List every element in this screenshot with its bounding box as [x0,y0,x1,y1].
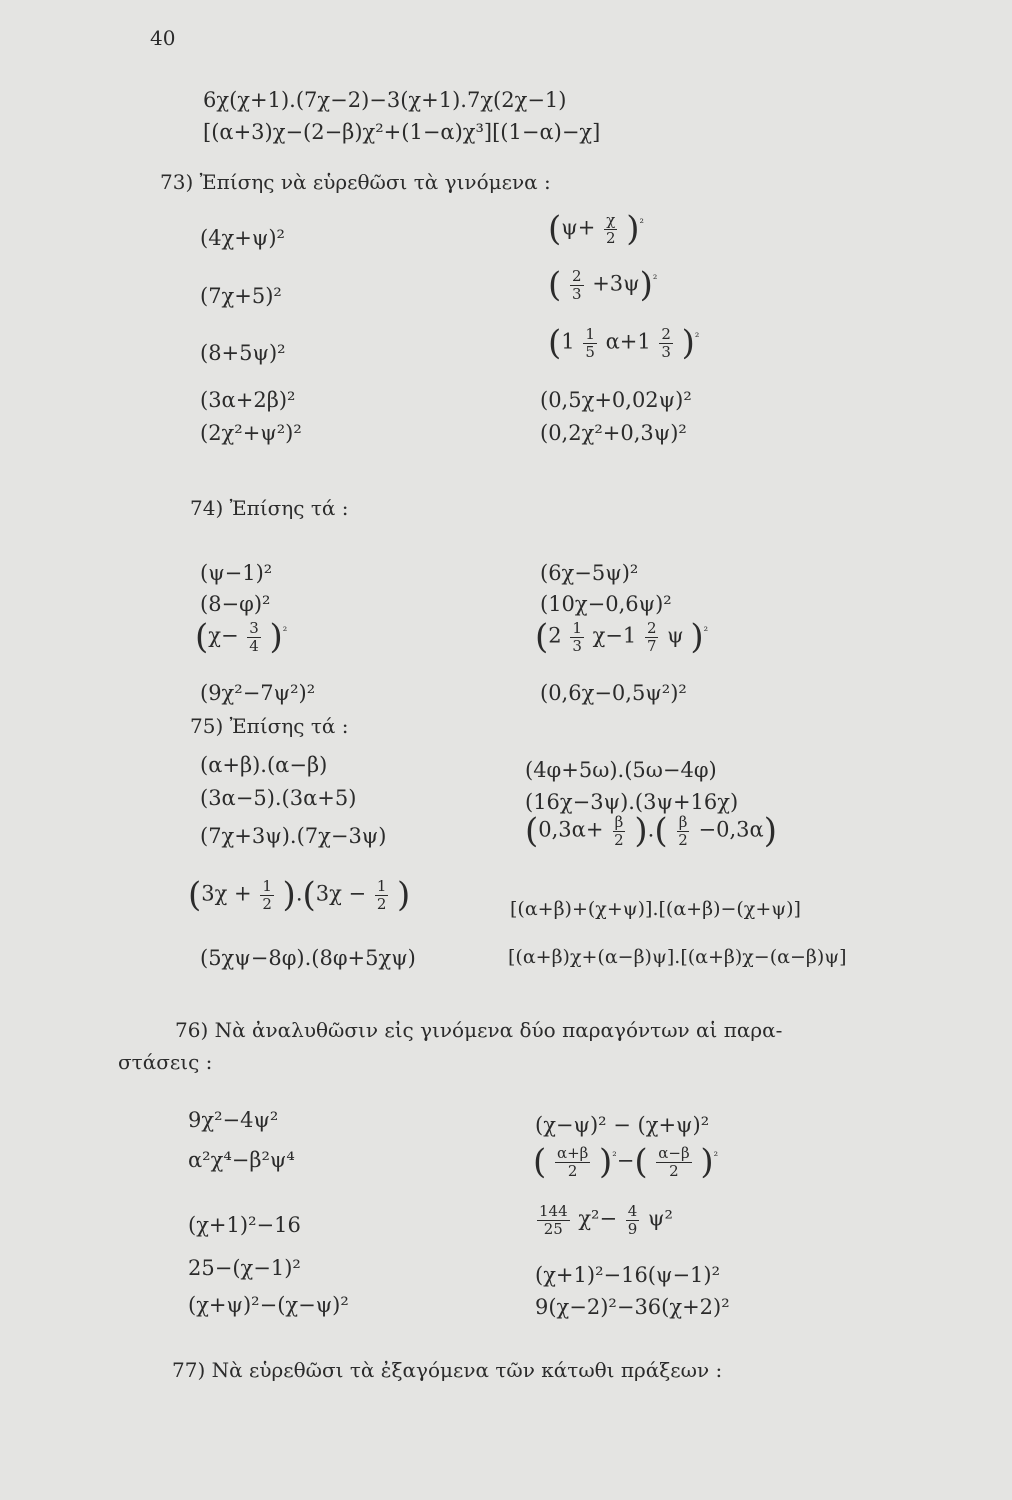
expression: [(α+β)+(χ+ψ)].[(α+β)−(χ+ψ)] [510,898,801,920]
expression: (ψ−1)² [200,561,273,585]
expression: (6χ−5ψ)² [540,561,639,585]
expression: (7χ+3ψ).(7χ−3ψ) [200,824,387,848]
expression-line: [(α+3)χ−(2−β)χ²+(1−α)χ³][(1−α)−χ] [203,120,601,144]
expression: 9χ²−4ψ² [188,1108,279,1132]
expression: (2χ²+ψ²)² [200,421,302,445]
expression-fraction: $\frac{144}{25}$ χ²− $\frac{4}{9}$ ψ² [539,1202,673,1238]
exercise-76-heading-cont: στάσεις : [118,1050,213,1074]
expression: (5χψ−8φ).(8φ+5χψ) [200,946,416,970]
exercise-73-heading: 73) Ἐπίσης νὰ εὑρεθῶσι τὰ γινόμενα : [160,170,551,194]
expression: (0,5χ+0,02ψ)² [540,388,692,412]
expression-fraction: (χ− $\frac{3}{4}$ )$^{^2}$ [195,617,288,657]
expression: (7χ+5)² [200,284,282,308]
expression-line: 6χ(χ+1).(7χ−2)−3(χ+1).7χ(2χ−1) [203,88,567,112]
expression: (0,2χ²+0,3ψ)² [540,421,687,445]
expression: (χ−ψ)² − (χ+ψ)² [535,1113,710,1137]
expression: (4φ+5ω).(5ω−4φ) [525,758,717,782]
expression: (8−φ)² [200,592,271,616]
expression: (3α−5).(3α+5) [200,786,357,810]
expression-fraction: (3χ + $\frac{1}{2}$ ).(3χ − $\frac{1}{2}$ ) [188,875,411,915]
expression-fraction: (1 $\frac{1}{5}$ α+1 $\frac{2}{3}$ )$^{^2}$ [548,323,700,363]
expression: (4χ+ψ)² [200,226,285,250]
exercise-76-heading: 76) Νὰ ἀναλυθῶσιν εἰς γινόμενα δύο παραγόντων αἱ παρα- [175,1018,783,1042]
expression: (8+5ψ)² [200,341,286,365]
expression-fraction: ( $\frac{2}{3}$ +3ψ)$^{^2}$ [548,265,658,305]
expression: α²χ⁴−β²ψ⁴ [188,1148,295,1172]
expression: 25−(χ−1)² [188,1256,301,1280]
expression: (10χ−0,6ψ)² [540,592,672,616]
expression: (3α+2β)² [200,388,296,412]
expression: 9(χ−2)²−36(χ+2)² [535,1295,730,1319]
expression: (χ+ψ)²−(χ−ψ)² [188,1293,349,1317]
exercise-74-heading: 74) Ἐπίσης τά : [190,496,349,520]
expression: (χ+1)²−16 [188,1213,301,1237]
expression: (16χ−3ψ).(3ψ+16χ) [525,790,739,814]
expression-fraction: (2 $\frac{1}{3}$ χ−1 $\frac{2}{7}$ ψ )$^{^2}$ [535,617,709,657]
exercise-75-heading: 75) Ἐπίσης τά : [190,714,349,738]
expression-fraction: (0,3α+ $\frac{\beta}{2}$ ).( $\frac{\beta}{2}$ −0,3α) [525,811,777,851]
expression-fraction: ( $\frac{\alpha+\beta}{2}$ )$^{^2}$−( $\frac{\alpha-\beta}{2}$ )$^{^2}$ [533,1142,719,1182]
expression: (χ+1)²−16(ψ−1)² [535,1263,721,1287]
expression: [(α+β)χ+(α−β)ψ].[(α+β)χ−(α−β)ψ] [508,946,847,968]
expression: (9χ²−7ψ²)² [200,681,316,705]
expression: (0,6χ−0,5ψ²)² [540,681,687,705]
page-number: 40 [150,26,176,50]
expression-fraction: (ψ+ $\frac{\chi}{2}$ )$^{^2}$ [548,209,644,249]
expression: (α+β).(α−β) [200,753,328,777]
exercise-77-heading: 77) Νὰ εὑρεθῶσι τὰ ἐξαγόμενα τῶν κάτωθι πράξεων : [172,1358,723,1382]
